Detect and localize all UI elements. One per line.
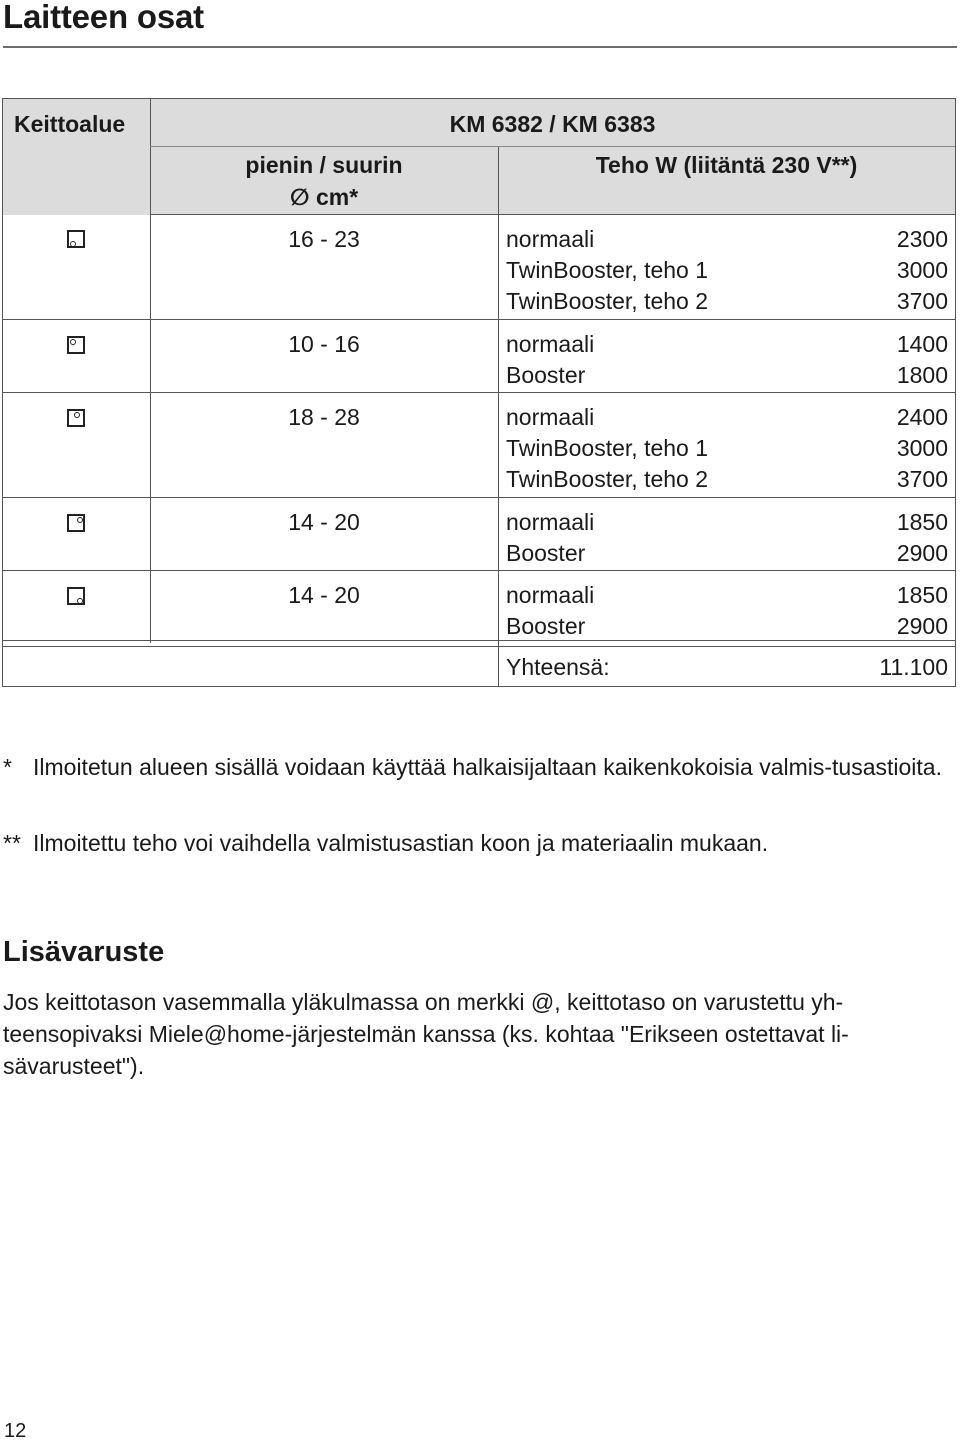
power-mode: Booster	[506, 613, 586, 639]
power-mode: TwinBooster, teho 1	[506, 257, 709, 283]
power-mode: TwinBooster, teho 2	[506, 466, 709, 492]
header-zone: Keittoalue	[14, 111, 126, 137]
header-diameter: pienin / suurin	[245, 152, 403, 178]
footnote-mark: **	[3, 830, 21, 856]
power-watts: 3700	[896, 466, 948, 492]
accessory-text: Jos keittotason vasemmalla yläkulmassa on merkki @, keittotaso on varustettu yh-teensopivaksi Miele@home-järjestelmän kanssa (ks. kohtaa "Erikseen ostettavat li-sävarusteet").	[3, 989, 849, 1079]
power-watts: 1850	[896, 509, 948, 535]
power-watts: 3000	[896, 257, 948, 283]
power-watts: 3000	[896, 435, 948, 461]
zone-range: 18 - 28	[288, 404, 360, 430]
zone-top-right-icon	[67, 514, 85, 532]
power-mode: normaali	[506, 404, 595, 430]
header-power: Teho W (liitäntä 230 V**)	[595, 152, 858, 178]
zone-range: 14 - 20	[288, 509, 360, 535]
power-watts: 1800	[896, 362, 948, 388]
power-mode: normaali	[506, 331, 595, 357]
power-mode: TwinBooster, teho 2	[506, 288, 709, 314]
footnote-mark: *	[3, 754, 12, 780]
zone-top-left-icon	[67, 336, 85, 354]
power-watts: 2300	[896, 226, 948, 252]
zone-range: 16 - 23	[288, 226, 360, 252]
power-mode: normaali	[506, 509, 595, 535]
power-watts: 1400	[896, 331, 948, 357]
footnote-text: Ilmoitettu teho voi vaihdella valmistusastian koon ja materiaalin mukaan.	[33, 830, 769, 856]
power-mode: Booster	[506, 362, 586, 388]
zone-range: 10 - 16	[288, 331, 360, 357]
title-divider	[3, 46, 957, 48]
power-mode: TwinBooster, teho 1	[506, 435, 709, 461]
zone-top-center-icon	[67, 409, 85, 427]
cooking-zone-table	[2, 98, 956, 687]
power-mode: normaali	[506, 582, 595, 608]
page-title: Laitteen osat	[3, 0, 204, 35]
power-mode: normaali	[506, 226, 595, 252]
power-watts: 2900	[896, 540, 948, 566]
total-value: 11.100	[879, 654, 948, 680]
accessory-title: Lisävaruste	[3, 936, 165, 968]
page-number: 12	[4, 1420, 27, 1442]
power-watts: 2400	[896, 404, 948, 430]
total-label: Yhteensä:	[506, 654, 610, 680]
zone-bottom-right-icon	[67, 587, 85, 605]
power-mode: Booster	[506, 540, 586, 566]
footnote-text: Ilmoitetun alueen sisällä voidaan käyttää halkaisijaltaan kaikenkokoisia valmis-tusastioita.	[33, 754, 942, 780]
zone-range: 14 - 20	[288, 582, 360, 608]
header-model: KM 6382 / KM 6383	[449, 111, 656, 137]
power-watts: 1850	[896, 582, 948, 608]
zone-bottom-left-icon	[67, 230, 85, 248]
power-watts: 2900	[896, 613, 948, 639]
header-diameter-unit: ∅ cm*	[289, 184, 359, 210]
power-watts: 3700	[896, 288, 948, 314]
